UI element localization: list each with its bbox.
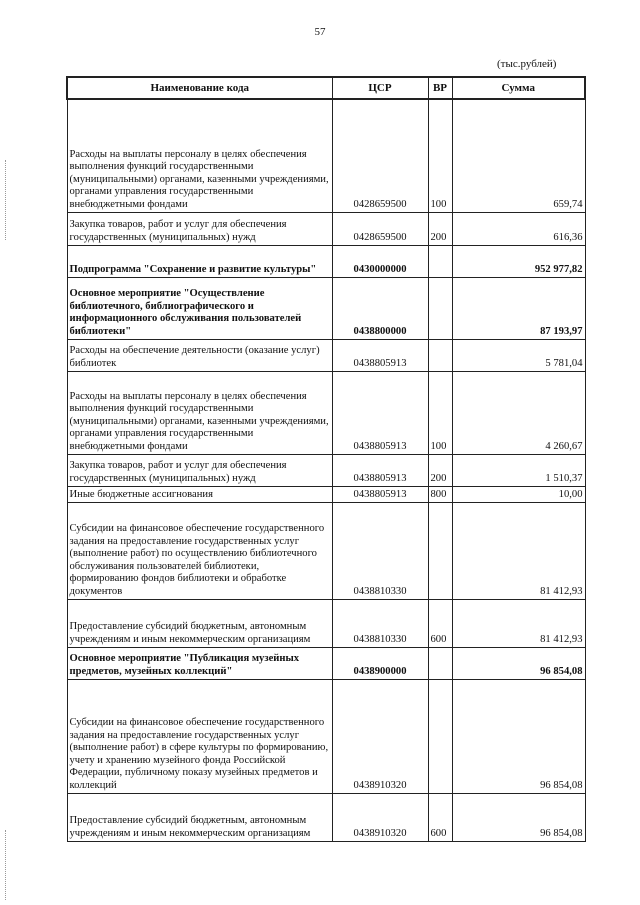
header-vr: ВР	[428, 77, 452, 99]
cell-name: Расходы на выплаты персоналу в целях обеспечения выполнения функций государственными (муниципальными) органами, казенными учреждениями, органами управления государственными внебюджетными фондами	[67, 99, 332, 212]
cell-name: Расходы на обеспечение деятельности (оказание услуг) библиотек	[67, 339, 332, 371]
cell-sum: 96 854,08	[452, 647, 585, 679]
header-csr: ЦСР	[332, 77, 428, 99]
units-label: (тыс.рублей)	[497, 58, 557, 70]
table-row	[67, 99, 585, 212]
table-row	[67, 371, 585, 454]
cell-vr	[428, 679, 452, 793]
cell-csr: 0438910320	[332, 793, 428, 841]
cell-name: Предоставление субсидий бюджетным, автономным учреждениям и иным некоммерческим организациям	[67, 599, 332, 647]
table-header-row	[67, 77, 585, 99]
table-row	[67, 339, 585, 371]
cell-sum: 81 412,93	[452, 502, 585, 599]
cell-name: Закупка товаров, работ и услуг для обеспечения государственных (муниципальных) нужд	[67, 212, 332, 245]
cell-vr	[428, 277, 452, 339]
cell-csr: 0438800000	[332, 277, 428, 339]
cell-vr: 600	[428, 793, 452, 841]
cell-sum: 81 412,93	[452, 599, 585, 647]
cell-csr: 0438910320	[332, 679, 428, 793]
cell-vr	[428, 647, 452, 679]
table-row	[67, 212, 585, 245]
cell-sum: 1 510,37	[452, 454, 585, 486]
cell-csr: 0438805913	[332, 339, 428, 371]
cell-sum: 96 854,08	[452, 679, 585, 793]
cell-csr: 0438900000	[332, 647, 428, 679]
cell-vr: 200	[428, 454, 452, 486]
cell-name: Основное мероприятие "Осуществление библиотечного, библиографического и информационного обслуживания пользователей библиотеки"	[67, 277, 332, 339]
scan-margin-mark	[5, 830, 7, 900]
cell-name: Иные бюджетные ассигнования	[67, 486, 332, 502]
cell-name: Субсидии на финансовое обеспечение государственного задания на предоставление государственных услуг (выполнение работ) в сфере культуры по формированию, учету и хранению музейного фонда Российской Федерации, публичному показу музейных предметов и коллекций	[67, 679, 332, 793]
table-row	[67, 486, 585, 502]
table-row	[67, 647, 585, 679]
page-number: 57	[314, 26, 326, 38]
cell-csr: 0428659500	[332, 99, 428, 212]
cell-vr	[428, 502, 452, 599]
cell-sum: 5 781,04	[452, 339, 585, 371]
cell-name: Предоставление субсидий бюджетным, автономным учреждениям и иным некоммерческим организациям	[67, 793, 332, 841]
table-row	[67, 245, 585, 277]
cell-csr: 0428659500	[332, 212, 428, 245]
table-row	[67, 679, 585, 793]
table-row	[67, 277, 585, 339]
cell-vr	[428, 339, 452, 371]
table-row	[67, 793, 585, 841]
cell-csr: 0430000000	[332, 245, 428, 277]
cell-sum: 87 193,97	[452, 277, 585, 339]
cell-csr: 0438805913	[332, 371, 428, 454]
cell-vr: 200	[428, 212, 452, 245]
budget-table	[66, 76, 586, 842]
cell-sum: 952 977,82	[452, 245, 585, 277]
cell-name: Закупка товаров, работ и услуг для обеспечения государственных (муниципальных) нужд	[67, 454, 332, 486]
cell-csr: 0438805913	[332, 486, 428, 502]
cell-name: Основное мероприятие "Публикация музейных предметов, музейных коллекций"	[67, 647, 332, 679]
cell-vr: 100	[428, 371, 452, 454]
cell-sum: 96 854,08	[452, 793, 585, 841]
cell-sum: 659,74	[452, 99, 585, 212]
cell-name: Субсидии на финансовое обеспечение государственного задания на предоставление государственных услуг (выполнение работ) по осуществлению библиотечного обслуживания пользователей библиотеки, формированию фондов библиотеки и обработке документов	[67, 502, 332, 599]
cell-sum: 616,36	[452, 212, 585, 245]
cell-csr: 0438805913	[332, 454, 428, 486]
cell-csr: 0438810330	[332, 599, 428, 647]
cell-csr: 0438810330	[332, 502, 428, 599]
table-row	[67, 502, 585, 599]
cell-sum: 4 260,67	[452, 371, 585, 454]
cell-name: Подпрограмма "Сохранение и развитие культуры"	[67, 245, 332, 277]
cell-vr	[428, 245, 452, 277]
header-name: Наименование кода	[67, 77, 332, 99]
cell-name: Расходы на выплаты персоналу в целях обеспечения выполнения функций государственными (муниципальными) органами, казенными учреждениями, органами управления государственными внебюджетными фондами	[67, 371, 332, 454]
scan-margin-mark	[5, 160, 7, 240]
cell-sum: 10,00	[452, 486, 585, 502]
header-sum: Сумма	[452, 77, 585, 99]
cell-vr: 100	[428, 99, 452, 212]
cell-vr: 800	[428, 486, 452, 502]
table-row	[67, 454, 585, 486]
cell-vr: 600	[428, 599, 452, 647]
table-row	[67, 599, 585, 647]
